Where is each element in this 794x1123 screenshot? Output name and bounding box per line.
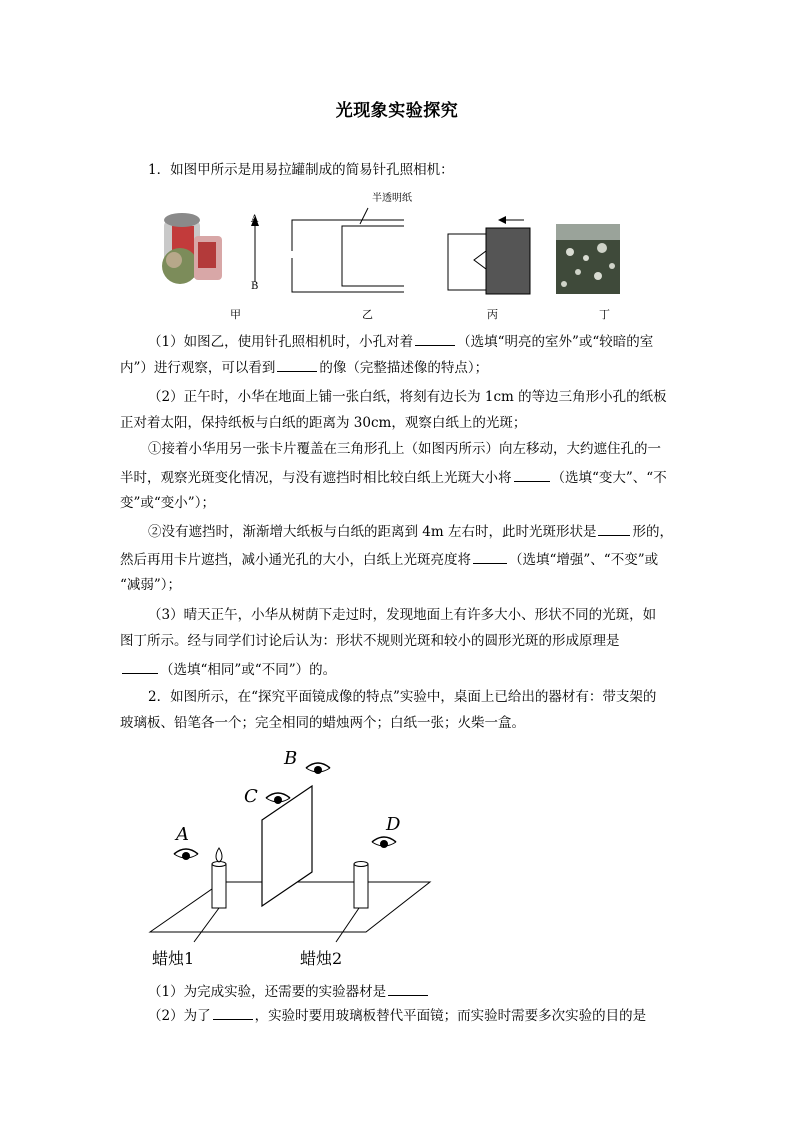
q1-part1-line2 [120, 358, 488, 377]
q2-intro-line2: 玻璃板、铅笔各一个；完全相同的蜡烛两个；白纸一张；火柴一盒。 [120, 715, 525, 731]
label-a: A [251, 214, 259, 225]
q1-sub1-line1: ①接着小华用另一张卡片覆盖在三角形孔上（如图丙所示）向左移动，大约遮住孔的一 [148, 441, 661, 457]
caption-yi: 乙 [362, 308, 373, 321]
figure-bing-triangle-hole [448, 216, 530, 294]
caption-jia: 甲 [230, 308, 241, 321]
label-candle-2: 蜡烛2 [300, 949, 343, 968]
label-b: B [251, 281, 259, 292]
answer-blank[interactable] [415, 332, 455, 346]
q1-part1-text-c: 内”）进行观察，可以看到 [120, 360, 276, 376]
q1-part3-text: （选填“相同”或“不同”）的。 [160, 662, 337, 678]
figure-jia-can-photo [162, 213, 222, 284]
figure-ab-arrow [250, 214, 259, 292]
answer-blank[interactable] [388, 982, 428, 996]
answer-blank[interactable] [277, 358, 317, 372]
candle-2 [336, 862, 368, 943]
answer-blank[interactable] [473, 550, 507, 564]
q1-part1-text-d: 的像（完整描述像的特点）； [319, 360, 489, 376]
q1-sub2-line2 [120, 550, 658, 569]
q1-part3-line3 [120, 660, 336, 679]
eye-c-icon [266, 793, 290, 804]
candle-1 [194, 848, 226, 942]
label-half-transparent-paper: 半透明纸 [372, 193, 412, 204]
label-eye-b: B [284, 748, 298, 769]
q1-sub2-line3: “减弱”）； [120, 577, 182, 593]
figure-yi-pinhole-camera [292, 208, 404, 292]
q1-part3-line1: （3）晴天正午，小华从树荫下走过时，发现地面上有许多大小、形状不同的光斑，如 [148, 607, 657, 623]
eye-a-icon [174, 849, 198, 860]
page-title: 光现象实验探究 [335, 101, 459, 121]
label-eye-d: D [386, 814, 401, 835]
q1-part1-text-a: （1）如图乙，使用针孔照相机时，小孔对着 [148, 334, 414, 350]
label-eye-c: C [244, 786, 258, 807]
q1-sub1-text-a: 半时，观察光斑变化情况，与没有遮挡时相比较白纸上光斑大小将 [120, 470, 512, 486]
eye-b-icon [306, 763, 330, 774]
q1-part3-line2: 图丁所示。经与同学们讨论后认为：形状不规则光斑和较小的圆形光斑的形成原理是 [120, 633, 620, 649]
q2-intro-line1: 2．如图所示，在“探究平面镜成像的特点”实验中，桌面上已给出的器材有：带支架的 [148, 689, 657, 705]
label-candle-1: 蜡烛1 [152, 949, 195, 968]
q1-part1-text-b: （选填“明亮的室外”或“较暗的室 [457, 334, 654, 350]
answer-blank[interactable] [514, 468, 550, 482]
q1-sub2-line1 [148, 522, 673, 541]
q1-intro: 1．如图甲所示是用易拉罐制成的简易针孔照相机： [148, 162, 454, 178]
figure-ding-light-spots-photo [556, 224, 620, 294]
q1-part2-line2: 正对着太阳，保持纸板与白纸的距离为 30cm，观察白纸上的光斑； [120, 415, 527, 431]
eye-d-icon [372, 837, 396, 848]
q2-part2-text-a: （2）为了 [148, 1008, 211, 1024]
q1-part2-line1: （2）正午时，小华在地面上铺一张白纸，将刻有边长为 1cm 的等边三角形小孔的纸板 [148, 389, 667, 405]
q1-sub1-line2 [120, 468, 667, 487]
q1-sub2-text-d: （选填“增强”、“不变”或 [509, 552, 659, 568]
q2-mirror-figure [140, 742, 450, 974]
q1-sub2-text-b: 形的， [632, 524, 673, 540]
q2-part2 [148, 1006, 646, 1025]
q1-sub2-text-c: 然后再用卡片遮挡，减小通光孔的大小，白纸上光斑亮度将 [120, 552, 471, 568]
answer-blank[interactable] [122, 660, 158, 674]
answer-blank[interactable] [598, 522, 630, 536]
q1-part1-line1 [148, 332, 653, 351]
q1-sub1-text-b: （选填“变大”、“不 [551, 470, 667, 486]
q2-part1-text: （1）为完成实验，还需要的实验器材是 [148, 984, 387, 1000]
table-plane [150, 882, 430, 932]
caption-bing: 丙 [487, 308, 498, 321]
label-eye-a: A [176, 824, 189, 845]
q1-figure-row [150, 186, 640, 326]
answer-blank[interactable] [213, 1006, 253, 1020]
caption-ding: 丁 [599, 308, 610, 321]
q1-sub1-line3: 变”或“变小”）； [120, 495, 215, 511]
q2-part1 [148, 982, 430, 1001]
q2-part2-text-b: ，实验时要用玻璃板替代平面镜；而实验时需要多次实验的目的是 [254, 1008, 647, 1024]
glass-plate [262, 786, 312, 906]
q1-sub2-text-a: ②没有遮挡时，渐渐增大纸板与白纸的距离到 4m 左右时，此时光斑形状是 [148, 524, 597, 540]
